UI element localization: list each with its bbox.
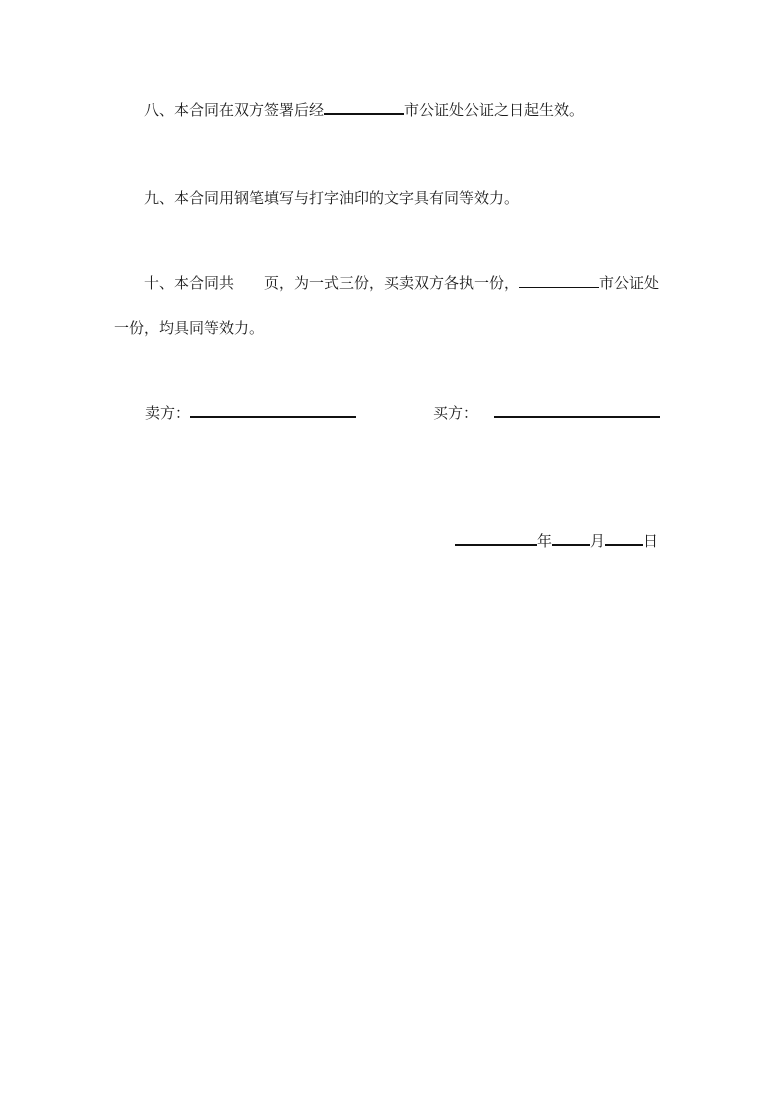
seller-label: 卖方： bbox=[145, 404, 191, 422]
date-line bbox=[455, 530, 658, 551]
clause-10-line2: 一份，均具同等效力。 bbox=[114, 319, 265, 337]
year-label: 年 bbox=[537, 532, 553, 550]
month-blank[interactable] bbox=[552, 530, 590, 546]
clause-9-text: 九、本合同用钢笔填写与打字油印的文字具有同等效力。 bbox=[144, 189, 520, 207]
day-blank[interactable] bbox=[605, 530, 643, 546]
month-label: 月 bbox=[590, 532, 606, 550]
clause-10-continuation bbox=[114, 318, 264, 338]
day-label: 日 bbox=[643, 532, 659, 550]
buyer-signature-blank[interactable] bbox=[494, 402, 660, 418]
buyer-label: 买方： bbox=[433, 404, 479, 422]
clause-10 bbox=[144, 273, 659, 293]
year-blank[interactable] bbox=[455, 530, 537, 546]
seller-signature-blank[interactable] bbox=[190, 402, 356, 418]
clause-8-text-after: 市公证处公证之日起生效。 bbox=[404, 101, 585, 119]
clause-9 bbox=[144, 188, 519, 208]
notary-city-blank[interactable] bbox=[324, 99, 404, 115]
buyer-signature bbox=[433, 402, 660, 423]
notary-city-blank-2[interactable] bbox=[519, 273, 599, 288]
clause-10-part3: 市公证处 bbox=[599, 274, 660, 292]
seller-signature bbox=[145, 402, 356, 423]
clause-10-part2: 页，为一式三份，买卖双方各执一份， bbox=[264, 274, 520, 292]
clause-8-text-before: 八、本合同在双方签署后经 bbox=[144, 101, 325, 119]
clause-10-part1: 十、本合同共 bbox=[144, 274, 235, 292]
clause-8 bbox=[144, 99, 584, 120]
